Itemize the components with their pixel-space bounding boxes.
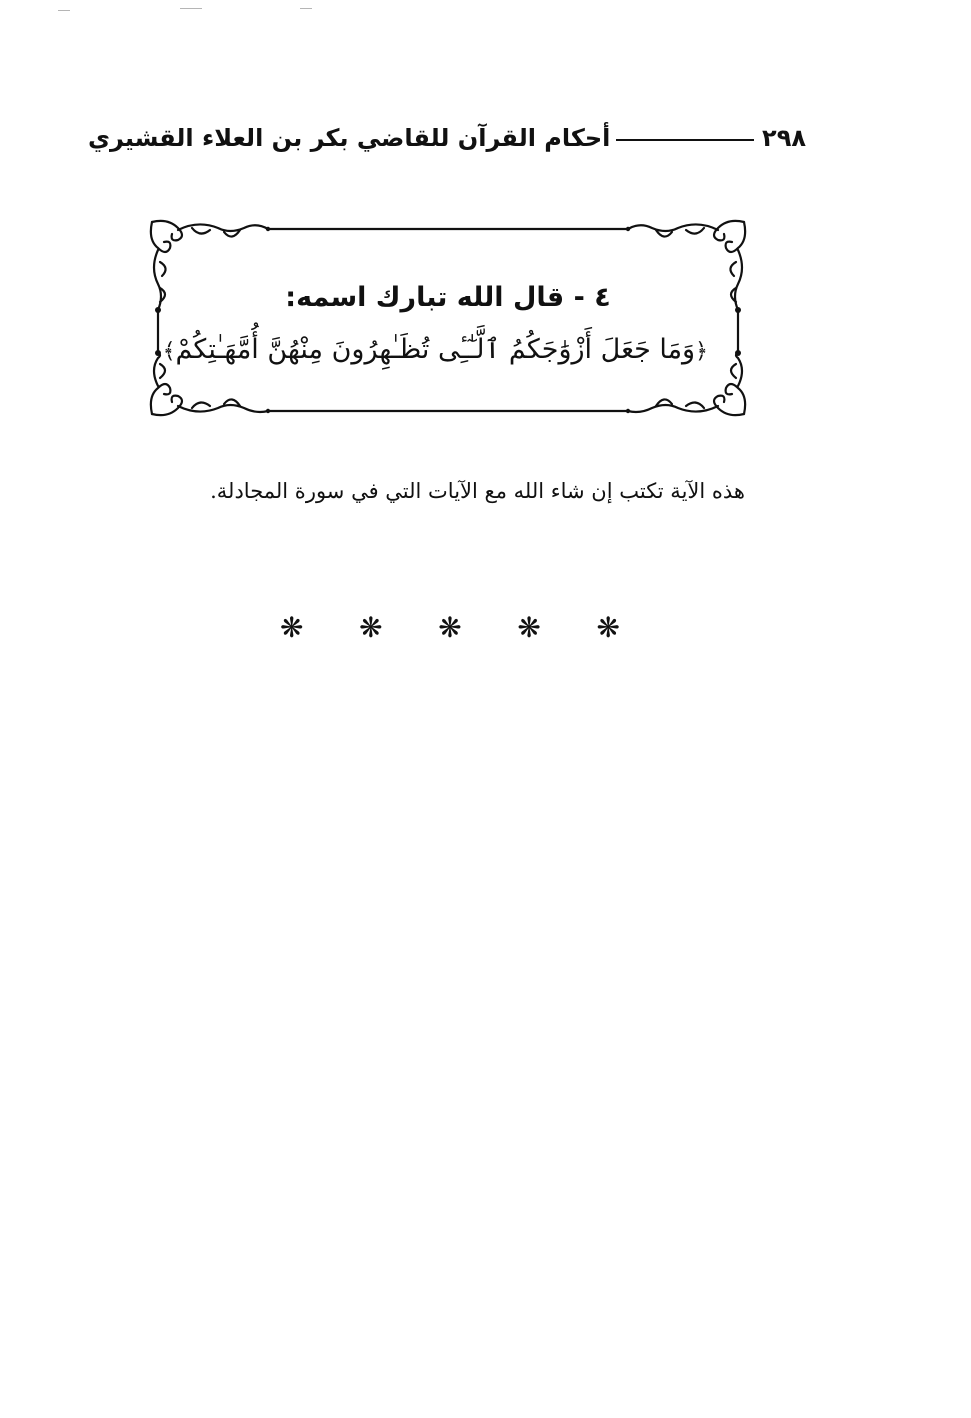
separator-asterisk-icon: ❋: [517, 611, 541, 644]
scan-mark: [300, 8, 312, 9]
separator-asterisk-icon: ❋: [596, 611, 620, 644]
commentary-note: هذه الآية تكتب إن شاء الله مع الآيات التي في سورة المجادلة.: [210, 479, 745, 503]
header-rule: [616, 139, 754, 141]
verse-box-content: [162, 278, 708, 372]
verse-heading: ٤ - قال الله تبارك اسمه:: [285, 282, 611, 313]
separator-asterisk-icon: ❋: [438, 611, 462, 644]
verse-frame: [148, 218, 748, 418]
verse-close-bracket: ﴾: [162, 339, 176, 364]
separator-asterisk-icon: ❋: [359, 611, 383, 644]
quran-verse: [162, 330, 708, 372]
scan-mark: [58, 10, 70, 11]
page-header: [88, 118, 806, 158]
page-number: ٢٩٨: [762, 124, 806, 152]
separator-asterisk-icon: ❋: [280, 611, 304, 644]
book-title: أحكام القرآن للقاضي بكر بن العلاء القشيري: [88, 124, 611, 152]
scan-mark: [180, 8, 202, 9]
verse-open-bracket: ﴿: [695, 339, 708, 364]
verse-text: وَمَا جَعَلَ أَزْوَٰجَكُمُ ٱلَّـٰٓـِٔى تُظَـٰهِرُونَ مِنْهُنَّ أُمَّهَـٰتِكُمْ: [175, 334, 696, 365]
section-separator: [250, 606, 650, 650]
